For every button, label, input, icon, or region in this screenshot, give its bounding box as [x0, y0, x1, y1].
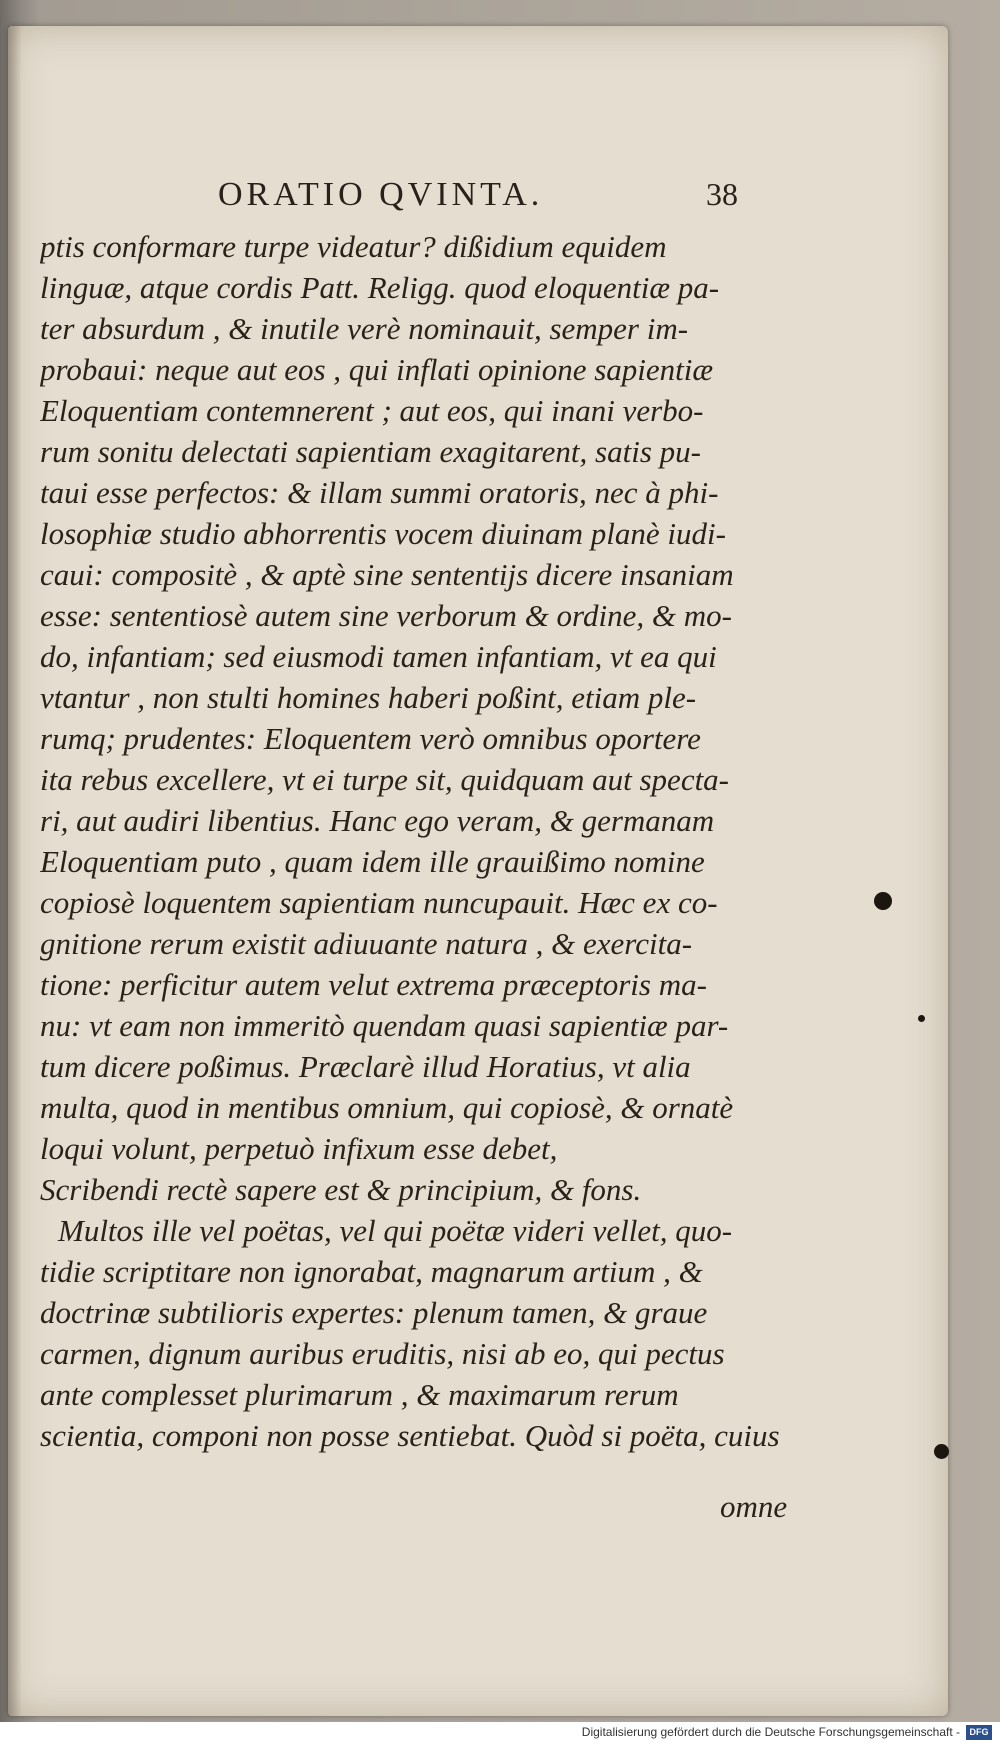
text-line: vtantur , non stulti homines haberi poßint, etiam ple-	[40, 680, 697, 715]
text-line: ante complesset plurimarum , & maximarum rerum	[40, 1377, 679, 1412]
page-gutter-shadow	[8, 26, 22, 1716]
ink-dot-mark	[934, 1444, 949, 1459]
text-line: Eloquentiam contemnerent ; aut eos, qui inani verbo-	[40, 393, 704, 428]
verse-line: Scribendi rectè sapere est & principium, & fons.	[40, 1172, 642, 1207]
dfg-logo-icon: DFG	[966, 1725, 992, 1740]
text-line: carmen, dignum auribus eruditis, nisi ab eo, qui pectus	[40, 1336, 725, 1371]
page-number: 38	[706, 176, 738, 212]
book-page	[8, 26, 948, 1716]
text-line: caui: compositè , & aptè sine sententijs dicere insaniam	[40, 557, 734, 592]
funding-credit: Digitalisierung gefördert durch die Deutsche Forschungsgemeinschaft -	[581, 1725, 960, 1739]
text-line: scientia, componi non posse sentiebat. Quòd si poëta, cuius	[40, 1418, 780, 1453]
digitization-footer	[0, 1722, 1000, 1745]
text-line: probaui: neque aut eos , qui inflati opinione sapientiæ	[40, 352, 714, 387]
text-line: taui esse perfectos: & illam summi oratoris, nec à phi-	[40, 475, 719, 510]
text-line: copiosè loquentem sapientiam nuncupauit. Hæc ex co-	[40, 885, 718, 920]
text-line: esse: sententiosè autem sine verborum & ordine, & mo-	[40, 598, 732, 633]
text-line: ptis conformare turpe videatur? dißidium equidem	[40, 229, 667, 264]
ink-dot-mark	[918, 1015, 925, 1022]
text-line: rum sonitu delectati sapientiam exagitarent, satis pu-	[40, 434, 701, 469]
text-line: gnitione rerum existit adiuuante natura , & exercita-	[40, 926, 693, 961]
text-line: ter absurdum , & inutile verè nominauit, semper im-	[40, 311, 689, 346]
paragraph-start-line: Multos ille vel poëtas, vel qui poëtæ videri vellet, quo-	[58, 1213, 733, 1248]
body-text	[40, 226, 810, 1456]
page-header	[8, 176, 948, 216]
text-line: tione: perficitur autem velut extrema præceptoris ma-	[40, 967, 707, 1002]
text-line: ita rebus excellere, vt ei turpe sit, quidquam aut specta-	[40, 762, 730, 797]
running-title: ORATIO QVINTA.	[218, 176, 544, 213]
ink-blot-mark	[874, 892, 892, 910]
text-line: tidie scriptitare non ignorabat, magnarum artium , &	[40, 1254, 703, 1289]
catchword: omne	[720, 1489, 788, 1524]
text-line: multa, quod in mentibus omnium, qui copiosè, & ornatè	[40, 1090, 734, 1125]
text-line: ri, aut audiri libentius. Hanc ego veram, & germanam	[40, 803, 715, 838]
text-line: doctrinæ subtilioris expertes: plenum tamen, & graue	[40, 1295, 708, 1330]
text-line: do, infantiam; sed eiusmodi tamen infantiam, vt ea qui	[40, 639, 717, 674]
text-line: loqui volunt, perpetuò infixum esse debet,	[40, 1131, 558, 1166]
text-line: linguæ, atque cordis Patt. Religg. quod eloquentiæ pa-	[40, 270, 720, 305]
text-line: Eloquentiam puto , quam idem ille grauißimo nomine	[40, 844, 705, 879]
text-line: rumq; prudentes: Eloquentem verò omnibus oportere	[40, 721, 701, 756]
text-line: tum dicere poßimus. Præclarè illud Horatius, vt alia	[40, 1049, 691, 1084]
text-line: nu: vt eam non immeritò quendam quasi sapientiæ par-	[40, 1008, 729, 1043]
text-line: losophiæ studio abhorrentis vocem diuinam planè iudi-	[40, 516, 726, 551]
